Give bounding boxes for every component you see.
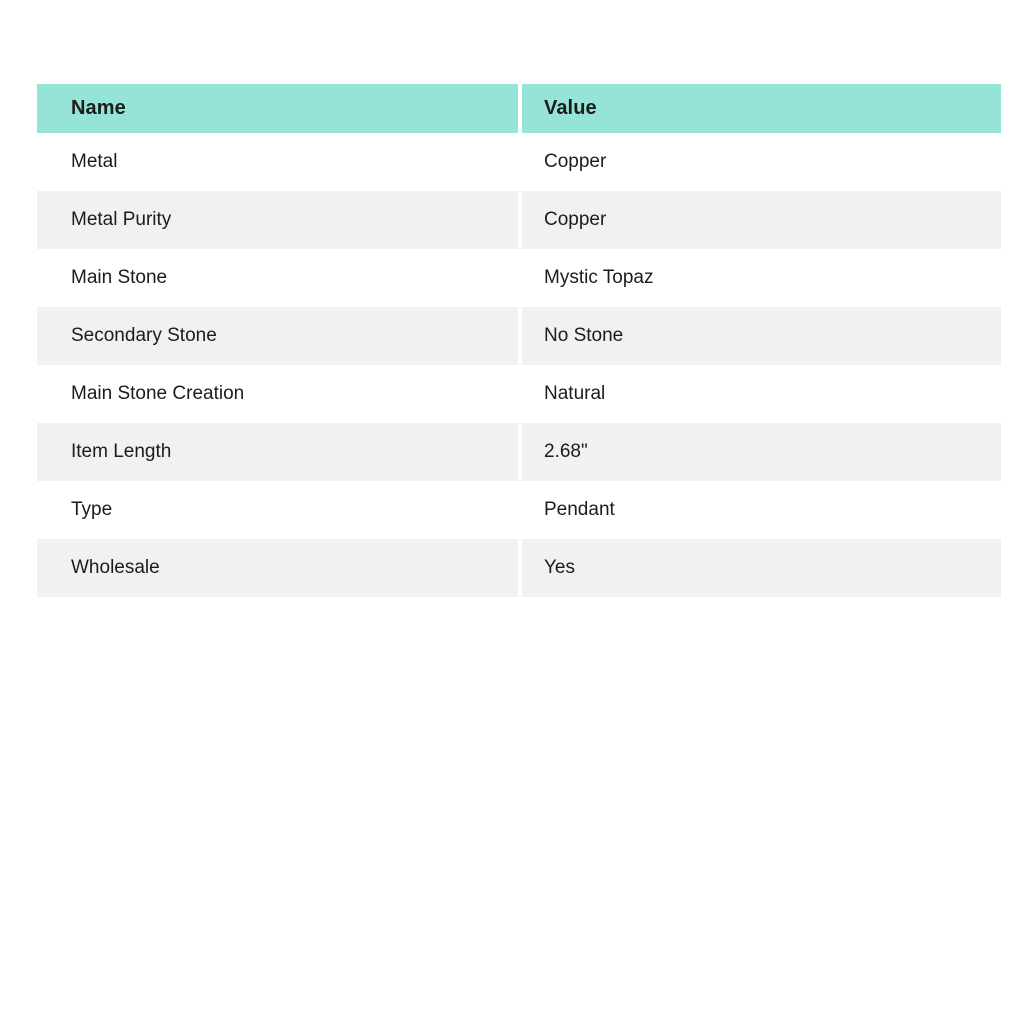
attribute-name-cell: Type <box>37 481 522 539</box>
table-row <box>37 191 1001 249</box>
table-header-row <box>37 84 1001 133</box>
table-header <box>37 84 1001 133</box>
table-row <box>37 365 1001 423</box>
attribute-value-cell: Copper <box>522 191 1001 249</box>
attribute-name-cell: Metal <box>37 133 522 191</box>
attribute-name-cell: Wholesale <box>37 539 522 597</box>
table-row <box>37 539 1001 597</box>
attribute-value-cell: Natural <box>522 365 1001 423</box>
column-header-value: Value <box>522 84 1001 133</box>
table-body <box>37 133 1001 597</box>
attribute-value-cell: Copper <box>522 133 1001 191</box>
attribute-value-cell: 2.68" <box>522 423 1001 481</box>
attribute-name-cell: Main Stone Creation <box>37 365 522 423</box>
table-row <box>37 249 1001 307</box>
attribute-value-cell: Yes <box>522 539 1001 597</box>
table-row <box>37 423 1001 481</box>
attribute-name-cell: Secondary Stone <box>37 307 522 365</box>
product-attributes-table <box>37 84 1001 597</box>
attribute-value-cell: Mystic Topaz <box>522 249 1001 307</box>
column-header-name: Name <box>37 84 522 133</box>
attribute-name-cell: Item Length <box>37 423 522 481</box>
table-row <box>37 133 1001 191</box>
attribute-value-cell: Pendant <box>522 481 1001 539</box>
table-row <box>37 481 1001 539</box>
attributes-table <box>37 84 1001 597</box>
table-row <box>37 307 1001 365</box>
attribute-name-cell: Main Stone <box>37 249 522 307</box>
attribute-name-cell: Metal Purity <box>37 191 522 249</box>
attribute-value-cell: No Stone <box>522 307 1001 365</box>
